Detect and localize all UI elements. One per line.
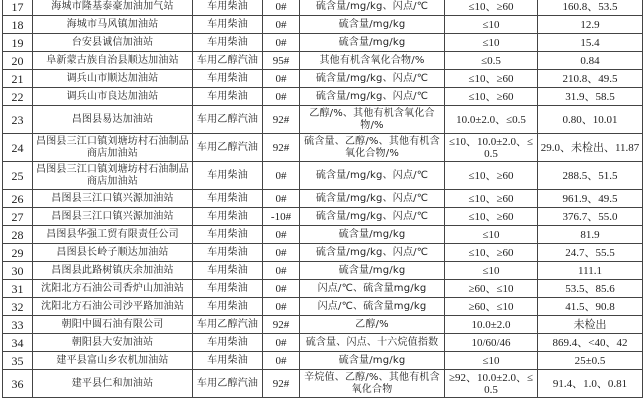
seq-cell: 22 bbox=[3, 88, 33, 106]
test-item-cell: 硫含量/mg/kg bbox=[300, 226, 445, 244]
seq-cell: 33 bbox=[3, 316, 33, 334]
standard-value-cell: ≥60、≤10 bbox=[445, 280, 538, 298]
table-row bbox=[3, 70, 643, 88]
test-item-cell: 硫含量/mg/kg、闪点/℃ bbox=[300, 88, 445, 106]
test-item-cell: 硫含量、乙醇/%、其他有机含氧化合物/% bbox=[300, 134, 445, 162]
table-row bbox=[3, 16, 643, 34]
oil-type-cell: 车用柴油 bbox=[193, 352, 263, 370]
oil-type-cell: 车用柴油 bbox=[193, 262, 263, 280]
station-name-cell: 朝阳中圆石油有限公司 bbox=[33, 316, 193, 334]
seq-cell: 26 bbox=[3, 190, 33, 208]
result-value-cell: 869.4、<40、42 bbox=[538, 334, 643, 352]
test-item-cell: 闪点/℃、硫含量mg/kg bbox=[300, 298, 445, 316]
test-item-cell: 硫含量/mg/kg bbox=[300, 16, 445, 34]
standard-value-cell: ≤10、≥60 bbox=[445, 70, 538, 88]
station-name-cell: 昌图县三江口镇兴源加油站 bbox=[33, 190, 193, 208]
station-name-cell: 海城市马风镇加油站 bbox=[33, 16, 193, 34]
station-name-cell: 昌图县易达加油站 bbox=[33, 106, 193, 134]
table-row bbox=[3, 134, 643, 162]
seq-cell: 19 bbox=[3, 34, 33, 52]
oil-type-cell: 车用柴油 bbox=[193, 334, 263, 352]
seq-cell: 30 bbox=[3, 262, 33, 280]
grade-cell: 0# bbox=[263, 70, 300, 88]
grade-cell: 0# bbox=[263, 190, 300, 208]
station-name-cell: 昌图县此路树镇庆余加油站 bbox=[33, 262, 193, 280]
test-item-cell: 乙醇/% bbox=[300, 316, 445, 334]
standard-value-cell: ≤10、≥60 bbox=[445, 88, 538, 106]
station-name-cell: 昌图县三江口镇兴源加油站 bbox=[33, 208, 193, 226]
table-row bbox=[3, 190, 643, 208]
result-value-cell: 15.4 bbox=[538, 34, 643, 52]
result-value-cell: 31.9、58.5 bbox=[538, 88, 643, 106]
oil-type-cell: 车用柴油 bbox=[193, 298, 263, 316]
station-name-cell: 调兵山市良达加油站 bbox=[33, 88, 193, 106]
oil-type-cell: 车用柴油 bbox=[193, 162, 263, 190]
seq-cell: 23 bbox=[3, 106, 33, 134]
test-item-cell: 硫含量/mg/kg、闪点/℃ bbox=[300, 208, 445, 226]
grade-cell: 0# bbox=[263, 262, 300, 280]
oil-type-cell: 车用柴油 bbox=[193, 208, 263, 226]
seq-cell: 21 bbox=[3, 70, 33, 88]
table-row bbox=[3, 162, 643, 190]
standard-value-cell: ≤10、10.0±2.0、≤0.5 bbox=[445, 134, 538, 162]
standard-value-cell: ≤10、≥60 bbox=[445, 208, 538, 226]
station-name-cell: 海城市隆基泰豪加油加气站 bbox=[33, 0, 193, 16]
test-item-cell: 硫含量/mg/kg、闪点/℃ bbox=[300, 244, 445, 262]
seq-cell: 20 bbox=[3, 52, 33, 70]
result-value-cell: 25±0.5 bbox=[538, 352, 643, 370]
oil-type-cell: 车用柴油 bbox=[193, 226, 263, 244]
result-value-cell: 未检出 bbox=[538, 316, 643, 334]
station-name-cell: 昌图县三江口镇刘塘坊村石油制品商店加油站 bbox=[33, 134, 193, 162]
standard-value-cell: ≤10 bbox=[445, 262, 538, 280]
standard-value-cell: ≤10、≥60 bbox=[445, 162, 538, 190]
oil-type-cell: 车用乙醇汽油 bbox=[193, 106, 263, 134]
table-row bbox=[3, 352, 643, 370]
table-row bbox=[3, 298, 643, 316]
oil-type-cell: 车用柴油 bbox=[193, 190, 263, 208]
grade-cell: 0# bbox=[263, 352, 300, 370]
table-row bbox=[3, 34, 643, 52]
table-row bbox=[3, 316, 643, 334]
grade-cell: 0# bbox=[263, 88, 300, 106]
standard-value-cell: ≤10、≥60 bbox=[445, 190, 538, 208]
grade-cell: 92# bbox=[263, 316, 300, 334]
table-body bbox=[3, 0, 643, 398]
standard-value-cell: ≥60、≤10 bbox=[445, 298, 538, 316]
grade-cell: 0# bbox=[263, 244, 300, 262]
test-item-cell: 硫含量、闪点、十六烷值指数 bbox=[300, 334, 445, 352]
oil-type-cell: 车用乙醇汽油 bbox=[193, 134, 263, 162]
seq-cell: 18 bbox=[3, 16, 33, 34]
test-item-cell: 其他有机含氧化合物/% bbox=[300, 52, 445, 70]
station-name-cell: 沈阳北方石油公司沙平路加油站 bbox=[33, 298, 193, 316]
oil-type-cell: 车用柴油 bbox=[193, 70, 263, 88]
table-row bbox=[3, 334, 643, 352]
standard-value-cell: 10/60/46 bbox=[445, 334, 538, 352]
grade-cell: 92# bbox=[263, 134, 300, 162]
seq-cell: 17 bbox=[3, 0, 33, 16]
station-name-cell: 调兵山市顺达加油站 bbox=[33, 70, 193, 88]
station-name-cell: 朝阳县大安加油站 bbox=[33, 334, 193, 352]
station-name-cell: 建平县富山乡农机加油站 bbox=[33, 352, 193, 370]
result-value-cell: 29.0、未检出、11.87 bbox=[538, 134, 643, 162]
result-value-cell: 0.84 bbox=[538, 52, 643, 70]
table-row bbox=[3, 226, 643, 244]
grade-cell: 0# bbox=[263, 16, 300, 34]
grade-cell: -10# bbox=[263, 208, 300, 226]
seq-cell: 27 bbox=[3, 208, 33, 226]
standard-value-cell: 10.0±2.0 bbox=[445, 316, 538, 334]
seq-cell: 31 bbox=[3, 280, 33, 298]
seq-cell: 28 bbox=[3, 226, 33, 244]
table-row bbox=[3, 106, 643, 134]
result-value-cell: 961.9、49.5 bbox=[538, 190, 643, 208]
station-name-cell: 阜新蒙古族自治县顺达加油站 bbox=[33, 52, 193, 70]
table-row bbox=[3, 280, 643, 298]
table-row bbox=[3, 244, 643, 262]
test-item-cell: 乙醇/%、其他有机含氧化合物/% bbox=[300, 106, 445, 134]
oil-type-cell: 车用乙醇汽油 bbox=[193, 316, 263, 334]
inspection-results-table bbox=[2, 0, 643, 398]
grade-cell: 92# bbox=[263, 370, 300, 398]
oil-type-cell: 车用柴油 bbox=[193, 16, 263, 34]
result-value-cell: 91.4、1.0、0.81 bbox=[538, 370, 643, 398]
result-value-cell: 160.8、53.5 bbox=[538, 0, 643, 16]
test-item-cell: 硫含量/mg/kg、闪点/℃ bbox=[300, 190, 445, 208]
grade-cell: 0# bbox=[263, 334, 300, 352]
standard-value-cell: ≤10、≥60 bbox=[445, 0, 538, 16]
test-item-cell: 硫含量/mg/kg bbox=[300, 262, 445, 280]
oil-type-cell: 车用柴油 bbox=[193, 34, 263, 52]
result-value-cell: 288.5、51.5 bbox=[538, 162, 643, 190]
grade-cell: 0# bbox=[263, 34, 300, 52]
table-row bbox=[3, 370, 643, 398]
result-value-cell: 210.8、49.5 bbox=[538, 70, 643, 88]
oil-type-cell: 车用柴油 bbox=[193, 244, 263, 262]
station-name-cell: 昌图县华强工贸有限责任公司 bbox=[33, 226, 193, 244]
station-name-cell: 昌图县长岭子顺达加油站 bbox=[33, 244, 193, 262]
standard-value-cell: ≤10 bbox=[445, 352, 538, 370]
result-value-cell: 12.9 bbox=[538, 16, 643, 34]
standard-value-cell: 10.0±2.0、≤0.5 bbox=[445, 106, 538, 134]
oil-type-cell: 车用乙醇汽油 bbox=[193, 52, 263, 70]
standard-value-cell: ≤10 bbox=[445, 34, 538, 52]
seq-cell: 34 bbox=[3, 334, 33, 352]
table-row bbox=[3, 88, 643, 106]
result-value-cell: 0.80、10.01 bbox=[538, 106, 643, 134]
grade-cell: 0# bbox=[263, 298, 300, 316]
test-item-cell: 辛烷值、乙醇/%、其他有机含氧化合物 bbox=[300, 370, 445, 398]
standard-value-cell: ≤10 bbox=[445, 16, 538, 34]
grade-cell: 0# bbox=[263, 162, 300, 190]
grade-cell: 95# bbox=[263, 52, 300, 70]
result-value-cell: 376.7、55.0 bbox=[538, 208, 643, 226]
grade-cell: 0# bbox=[263, 0, 300, 16]
table-row bbox=[3, 52, 643, 70]
table-row bbox=[3, 262, 643, 280]
seq-cell: 25 bbox=[3, 162, 33, 190]
station-name-cell: 昌图县三江口镇刘塘坊村石油制品商店加油站 bbox=[33, 162, 193, 190]
test-item-cell: 硫含量/mg/kg bbox=[300, 34, 445, 52]
table-row bbox=[3, 0, 643, 16]
test-item-cell: 硫含量/mg/kg、闪点/℃ bbox=[300, 162, 445, 190]
seq-cell: 29 bbox=[3, 244, 33, 262]
test-item-cell: 硫含量/mg/kg、闪点/℃ bbox=[300, 0, 445, 16]
seq-cell: 36 bbox=[3, 370, 33, 398]
test-item-cell: 硫含量/mg/kg bbox=[300, 352, 445, 370]
result-value-cell: 41.5、90.8 bbox=[538, 298, 643, 316]
result-value-cell: 111.1 bbox=[538, 262, 643, 280]
test-item-cell: 闪点/℃、硫含量mg/kg bbox=[300, 280, 445, 298]
grade-cell: 0# bbox=[263, 280, 300, 298]
station-name-cell: 建平县仁和加油站 bbox=[33, 370, 193, 398]
standard-value-cell: ≤10 bbox=[445, 226, 538, 244]
seq-cell: 24 bbox=[3, 134, 33, 162]
result-value-cell: 81.9 bbox=[538, 226, 643, 244]
oil-type-cell: 车用柴油 bbox=[193, 0, 263, 16]
standard-value-cell: ≤10、≥60 bbox=[445, 244, 538, 262]
station-name-cell: 沈阳北方石油公司香炉山加油站 bbox=[33, 280, 193, 298]
grade-cell: 92# bbox=[263, 106, 300, 134]
test-item-cell: 硫含量/mg/kg、闪点/℃ bbox=[300, 70, 445, 88]
oil-type-cell: 车用乙醇汽油 bbox=[193, 370, 263, 398]
result-value-cell: 24.7、55.5 bbox=[538, 244, 643, 262]
grade-cell: 0# bbox=[263, 226, 300, 244]
oil-type-cell: 车用柴油 bbox=[193, 280, 263, 298]
seq-cell: 32 bbox=[3, 298, 33, 316]
result-value-cell: 53.5、85.6 bbox=[538, 280, 643, 298]
standard-value-cell: ≥92、10.0±2.0、≤0.5 bbox=[445, 370, 538, 398]
station-name-cell: 台安县诚信加油站 bbox=[33, 34, 193, 52]
standard-value-cell: ≤0.5 bbox=[445, 52, 538, 70]
seq-cell: 35 bbox=[3, 352, 33, 370]
oil-type-cell: 车用柴油 bbox=[193, 88, 263, 106]
table-row bbox=[3, 208, 643, 226]
